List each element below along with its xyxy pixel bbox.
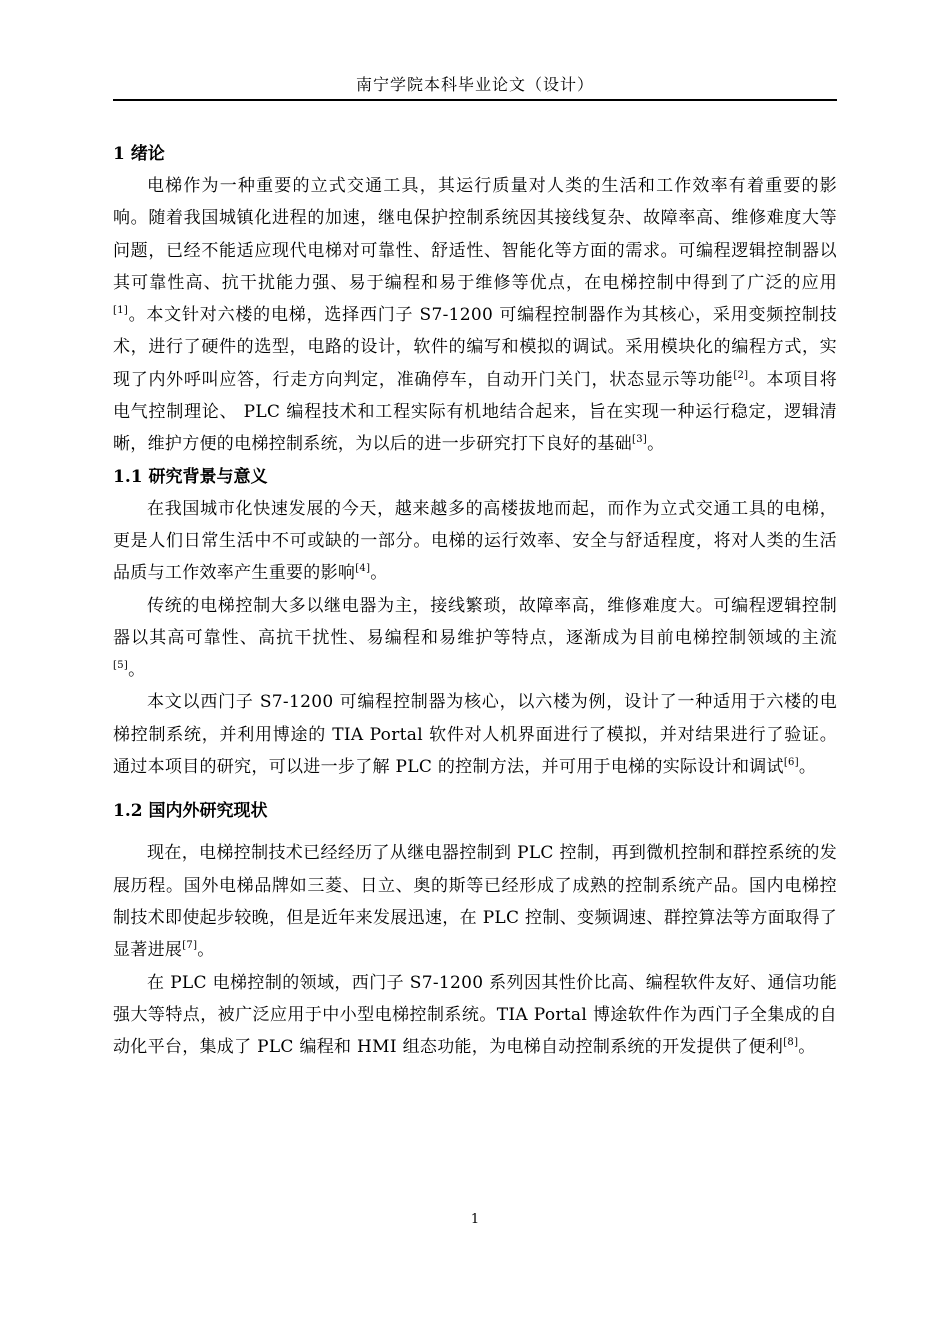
paragraph-text: 在 PLC 电梯控制的领域，西门子 S7-1200 系列因其性价比高、编程软件友好、通信功能强大等特点，被广泛应用于中小型电梯控制系统。TIA Portal 博途软件作为西门子全集成的自动化平台，集成了 PLC 编程和 HMI 组态功能，为电梯自动控制系统的开发提供了便利	[113, 972, 837, 1058]
paragraph	[113, 170, 837, 461]
citation: [5]	[113, 660, 129, 672]
paragraph-text: 。本项目将电气控制理论、 PLC 编程技术和工程实际有机地结合起来，旨在实现一种运行稳定，逻辑清晰，维护方便的电梯控制系统，为以后的进一步研究打下良好的基础	[113, 369, 838, 455]
citation: [2]	[733, 369, 749, 381]
paragraph-text: 。	[197, 940, 215, 961]
paragraph-text: 。	[647, 434, 665, 455]
header-rule	[113, 99, 837, 101]
citation: [8]	[783, 1037, 799, 1049]
citation: [1]	[113, 305, 129, 317]
paragraph-text: 。	[370, 563, 388, 584]
paragraph-text: 。	[798, 1037, 816, 1058]
paragraph-text: 。	[798, 757, 817, 778]
paragraph-text: 。本文针对六楼的电梯，选择西门子 S7-1200 可编程控制器作为其核心，采用变频控制技术，进行了硬件的选型，电路的设计，软件的编写和模拟的调试。采用模块化的编程方式，实现了内外呼叫应答，行走方向判定，准确停车，自动开门关门，状态显示等功能	[113, 305, 837, 390]
page-number: 1	[470, 1212, 480, 1227]
paragraph	[113, 493, 837, 590]
paragraph-text: 现在，电梯控制技术已经经历了从继电器控制到 PLC 控制，再到微机控制和群控系统的发展历程。国外电梯品牌如三菱、日立、奥的斯等已经形成了成熟的控制系统产品。国内电梯控制技术即使起步较晚，但是近年来发展迅速，在 PLC 控制、变频调速、群控算法等方面取得了显著进展	[113, 843, 837, 961]
paragraph-text: 在我国城市化快速发展的今天，越来越多的高楼拔地而起，而作为立式交通工具的电梯，更是人们日常生活中不可或缺的一部分。电梯的运行效率、安全与舒适程度，将对人类的生活品质与工作效率产生重要的影响	[113, 498, 837, 584]
page-content	[113, 138, 837, 1063]
running-header: 南宁学院本科毕业论文（设计）	[355, 75, 594, 94]
citation: [7]	[182, 940, 198, 952]
paragraph	[113, 967, 837, 1064]
paragraph	[113, 686, 837, 783]
paragraph-text: 本文以西门子 S7-1200 可编程控制器为核心，以六楼为例，设计了一种适用于六楼的电梯控制系统，并利用博途的 TIA Portal 软件对人机界面进行了模拟，并对结果进行了验证。通过本项目的研究，可以进一步了解 PLC 的控制方法，并可用于电梯的实际设计和调试	[113, 692, 837, 778]
paragraph	[113, 837, 837, 966]
chapter-heading: 1 绪论	[113, 144, 165, 164]
section-heading: 1.2 国内外研究现状	[113, 801, 268, 822]
paragraph-text: 。	[128, 660, 146, 681]
citation: [4]	[355, 563, 371, 575]
paragraph-text: 电梯作为一种重要的立式交通工具，其运行质量对人类的生活和工作效率有着重要的影响。随着我国城镇化进程的加速，继电保护控制系统因其接线复杂、故障率高、维修难度大等问题，已经不能适应现代电梯对可靠性、舒适性、智能化等方面的需求。可编程逻辑控制器以其可靠性高、抗干扰能力强、易于编程和易于维修等优点，在电梯控制中得到了广泛的应用	[113, 176, 837, 293]
paragraph	[113, 590, 837, 687]
citation: [6]	[783, 757, 799, 769]
citation: [3]	[632, 434, 648, 446]
paragraph-text: 传统的电梯控制大多以继电器为主，接线繁琐，故障率高，维修难度大。可编程逻辑控制器以其高可靠性、高抗干扰性、易编程和易维护等特点，逐渐成为目前电梯控制领域的主流	[113, 595, 837, 648]
section-heading: 1.1 研究背景与意义	[113, 466, 268, 487]
